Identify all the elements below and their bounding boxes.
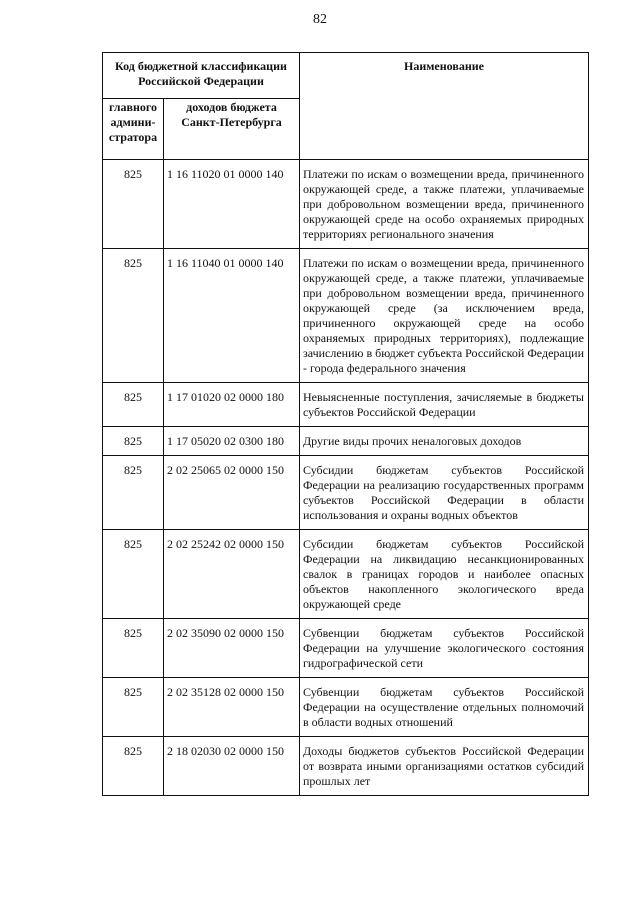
header-name: Наименование bbox=[300, 53, 589, 160]
table-row bbox=[103, 383, 589, 427]
income-name-cell: Субвенции бюджетам субъектов Российской Федерации на осуществление отдельных полномочий в области водных отношений bbox=[300, 678, 589, 737]
income-name-cell: Невыясненные поступления, зачисляемые в бюджеты субъектов Российской Федерации bbox=[300, 383, 589, 427]
table-row bbox=[103, 737, 589, 796]
income-code-cell: 2 02 35090 02 0000 150 bbox=[164, 619, 300, 678]
admin-code-cell: 825 bbox=[103, 249, 164, 383]
income-code-cell: 1 16 11040 01 0000 140 bbox=[164, 249, 300, 383]
admin-code-cell: 825 bbox=[103, 160, 164, 249]
income-code-cell: 2 02 35128 02 0000 150 bbox=[164, 678, 300, 737]
income-code-cell: 2 18 02030 02 0000 150 bbox=[164, 737, 300, 796]
income-name-cell: Платежи по искам о возмещении вреда, причиненного окружающей среде, а также платежи, уплачиваемые при добровольном возмещении вреда, причиненного окружающей среде (за исключением вреда, причиненного окружающей среде на особо охраняемых природных территориях), подлежащие зачислению в бюджет субъекта Российской Федерации - города федерального значения bbox=[300, 249, 589, 383]
income-code-cell: 2 02 25242 02 0000 150 bbox=[164, 530, 300, 619]
table-row bbox=[103, 456, 589, 530]
header-chief-administrator: главного админи-стратора bbox=[103, 99, 164, 160]
admin-code-cell: 825 bbox=[103, 737, 164, 796]
budget-classification-table bbox=[102, 52, 589, 796]
admin-code-cell: 825 bbox=[103, 678, 164, 737]
admin-code-cell: 825 bbox=[103, 383, 164, 427]
table-row bbox=[103, 619, 589, 678]
header-row-top bbox=[103, 53, 589, 99]
table-row bbox=[103, 427, 589, 456]
income-name-cell: Субвенции бюджетам субъектов Российской Федерации на улучшение экологического состояния гидрографической сети bbox=[300, 619, 589, 678]
income-code-cell: 1 16 11020 01 0000 140 bbox=[164, 160, 300, 249]
income-code-cell: 1 17 05020 02 0300 180 bbox=[164, 427, 300, 456]
income-name-cell: Доходы бюджетов субъектов Российской Федерации от возврата иными организациями остатков субсидий прошлых лет bbox=[300, 737, 589, 796]
page-number: 82 bbox=[313, 12, 327, 27]
table-row bbox=[103, 160, 589, 249]
income-name-cell: Платежи по искам о возмещении вреда, причиненного окружающей среде, а также платежи, уплачиваемые при добровольном возмещении вреда, причиненного окружающей среде на особо охраняемых природных территориях регионального значения bbox=[300, 160, 589, 249]
income-name-cell: Субсидии бюджетам субъектов Российской Федерации на реализацию государственных программ субъектов Российской Федерации в области использования и охраны водных объектов bbox=[300, 456, 589, 530]
table-row bbox=[103, 249, 589, 383]
header-classification-code: Код бюджетной классификации Российской Федерации bbox=[103, 53, 300, 99]
admin-code-cell: 825 bbox=[103, 427, 164, 456]
income-name-cell: Субсидии бюджетам субъектов Российской Федерации на ликвидацию несанкционированных свалок в границах городов и наиболее опасных объектов накопленного экологического вреда окружающей среде bbox=[300, 530, 589, 619]
table-row bbox=[103, 678, 589, 737]
admin-code-cell: 825 bbox=[103, 619, 164, 678]
income-code-cell: 1 17 01020 02 0000 180 bbox=[164, 383, 300, 427]
admin-code-cell: 825 bbox=[103, 530, 164, 619]
admin-code-cell: 825 bbox=[103, 456, 164, 530]
income-code-cell: 2 02 25065 02 0000 150 bbox=[164, 456, 300, 530]
table-row bbox=[103, 530, 589, 619]
income-name-cell: Другие виды прочих неналоговых доходов bbox=[300, 427, 589, 456]
header-budget-income: доходов бюджета Санкт-Петербурга bbox=[164, 99, 300, 160]
